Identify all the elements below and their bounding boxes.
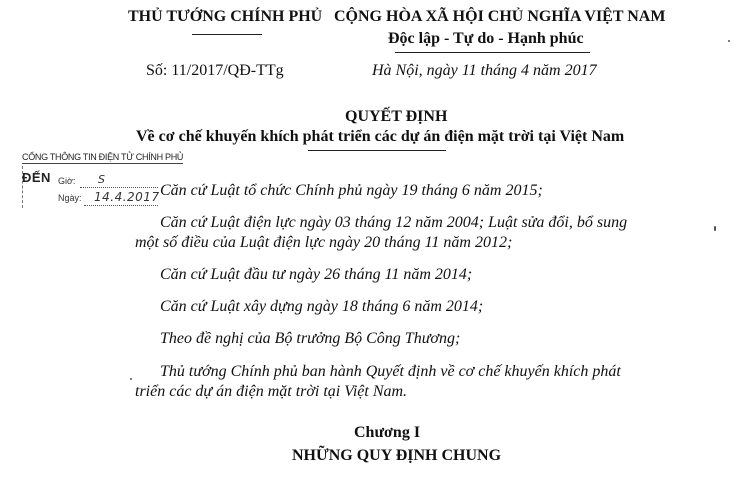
document-number-value: 11/2017/QĐ-TTg [171, 62, 284, 79]
national-title: CỘNG HÒA XÃ HỘI CHỦ NGHĨA VIỆT NAM [334, 8, 666, 25]
stamp-date-label: Ngày: [58, 193, 82, 203]
enactment-line-2: triển các dự án điện mặt trời tại Việt Nam. [135, 383, 408, 400]
scan-speck [714, 226, 716, 231]
subject-underline [308, 150, 446, 151]
scan-speck [728, 40, 730, 42]
stamp-date-dots [84, 205, 158, 206]
incoming-stamp [22, 152, 184, 210]
legal-basis-3: Căn cứ Luật đầu tư ngày 26 tháng 11 năm 2014; [160, 266, 473, 283]
enactment-line-1: Thủ tướng Chính phủ ban hành Quyết định về cơ chế khuyến khích phát [160, 363, 621, 380]
stamp-time-dots [80, 187, 158, 188]
issuer-name: THỦ TƯỚNG CHÍNH PHỦ [128, 8, 323, 25]
document-type: QUYẾT ĐỊNH [345, 108, 448, 125]
legal-basis-2-line-2: một số điều của Luật điện lực ngày 20 tháng 11 năm 2012; [135, 234, 513, 251]
legal-basis-2-line-1: Căn cứ Luật điện lực ngày 03 tháng 12 năm 2004; Luật sửa đổi, bổ sung [160, 214, 628, 231]
stamp-header: CỔNG THÔNG TIN ĐIỆN TỬ CHÍNH PHỦ [22, 152, 184, 162]
chapter-number: Chương I [354, 424, 421, 441]
issuer-underline [192, 34, 262, 35]
national-motto: Độc lập - Tự do - Hạnh phúc [388, 30, 584, 47]
proposal-line: Theo đề nghị của Bộ trưởng Bộ Công Thương; [160, 330, 461, 347]
stamp-time-value: S [98, 173, 105, 186]
place-and-date: Hà Nội, ngày 11 tháng 4 năm 2017 [372, 62, 597, 79]
stamp-time-label: Giờ: [58, 176, 76, 186]
legal-basis-1: Căn cứ Luật tổ chức Chính phủ ngày 19 tháng 6 năm 2015; [160, 182, 543, 199]
document-subject: Về cơ chế khuyến khích phát triển các dự án điện mặt trời tại Việt Nam [136, 128, 625, 145]
document-number [146, 62, 284, 80]
motto-underline [395, 52, 590, 53]
scan-speck [130, 378, 132, 380]
chapter-title: NHỮNG QUY ĐỊNH CHUNG [292, 447, 502, 464]
stamp-den: ĐẾN [22, 170, 51, 185]
stamp-date-value: 14.4.2017 [94, 190, 160, 204]
document-number-prefix: Số: [146, 62, 172, 79]
legal-basis-4: Căn cứ Luật xây dựng ngày 18 tháng 6 năm 2014; [160, 298, 484, 315]
